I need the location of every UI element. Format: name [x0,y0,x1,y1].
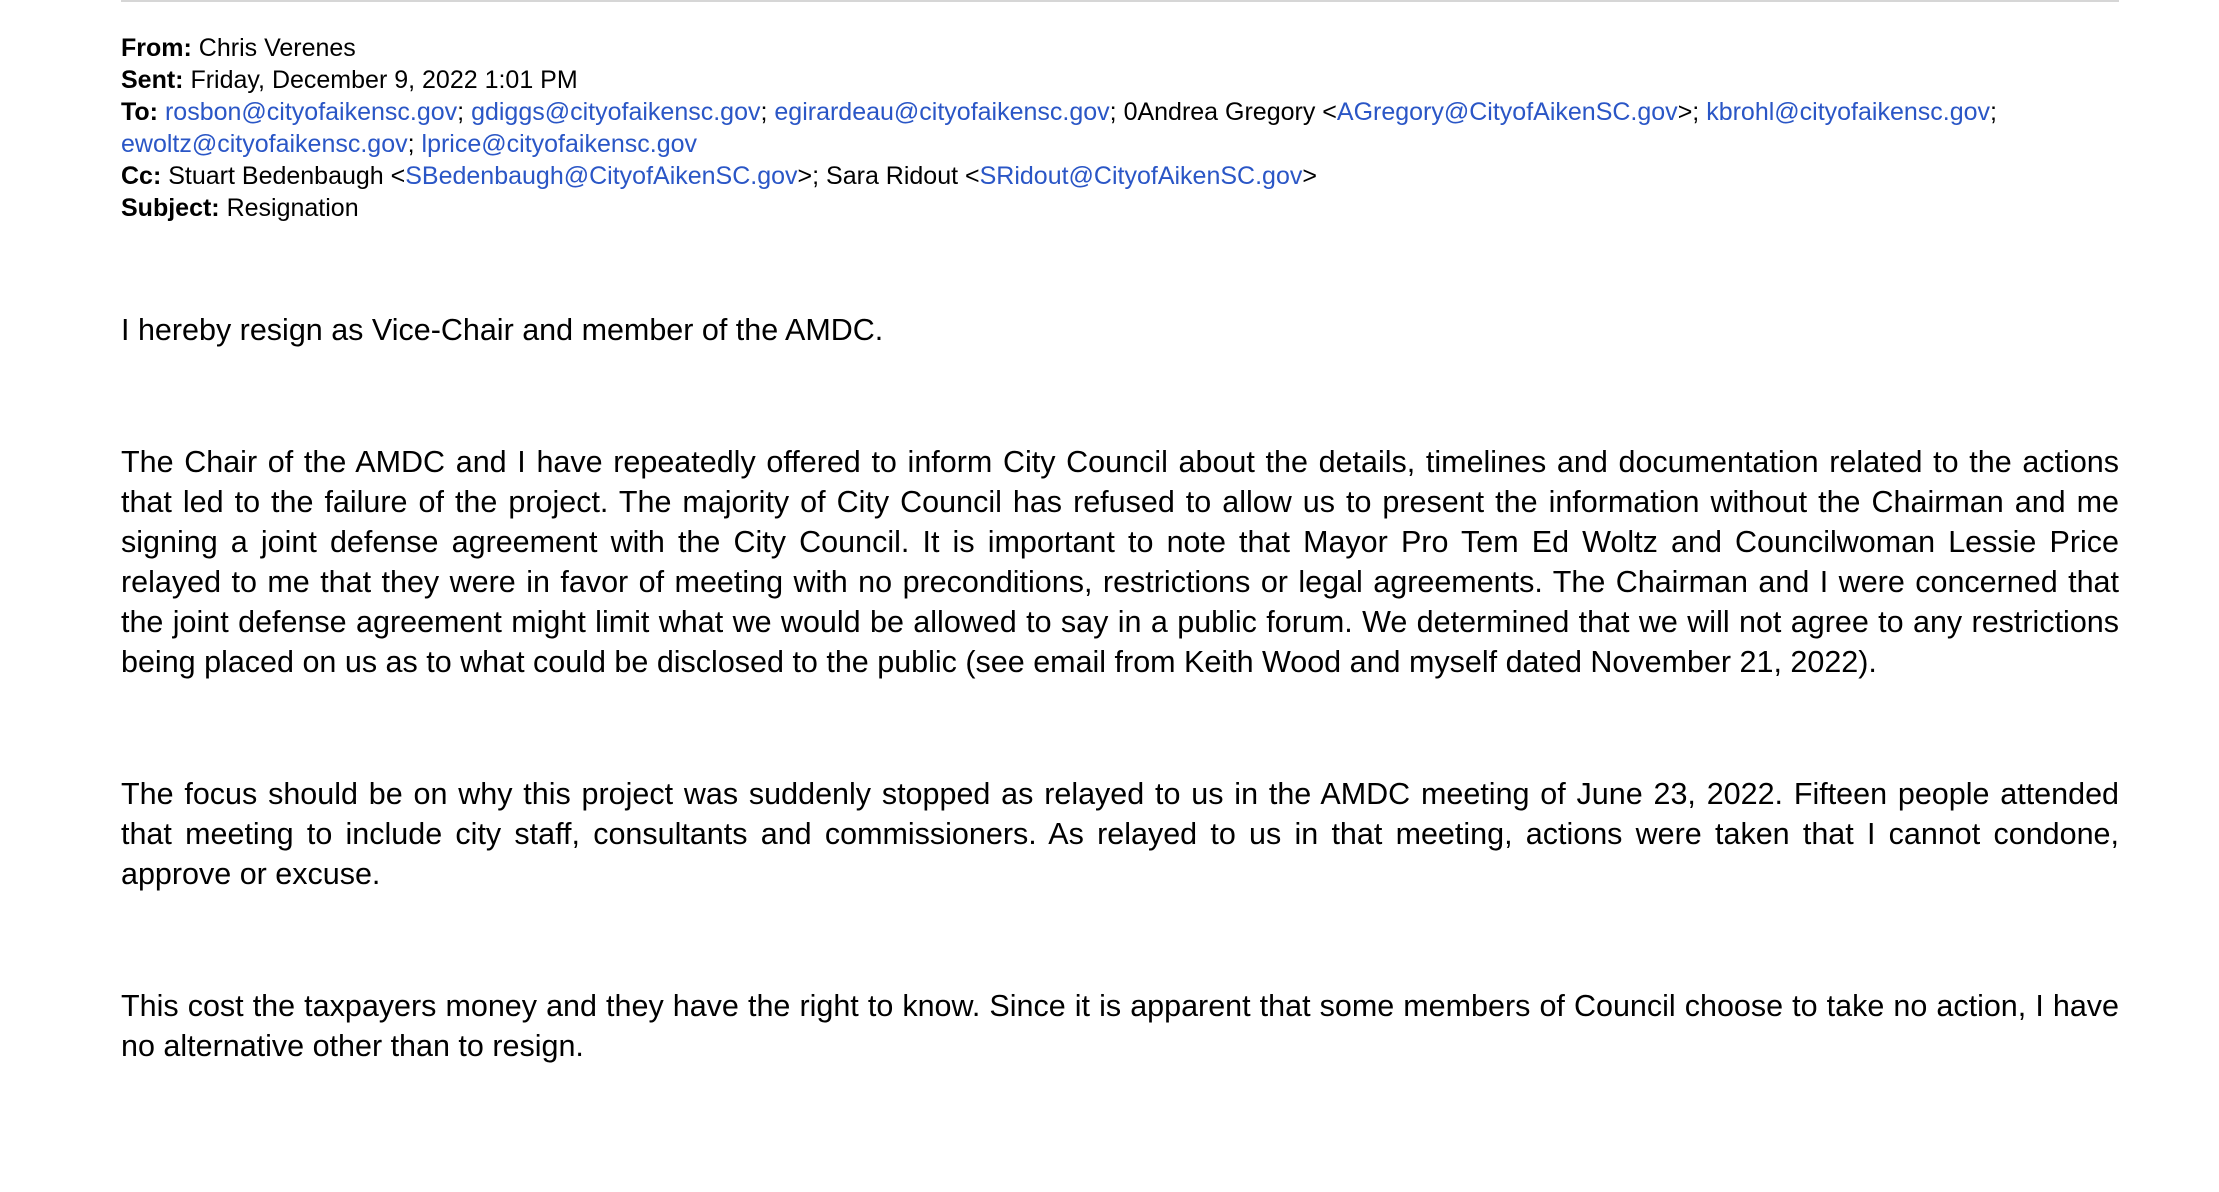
body-paragraph-2: The Chair of the AMDC and I have repeatedly offered to inform City Council about the details, timelines and documentation related to the actions that led to the failure of the project. The majority of City Council has refused to allow us to present the information without the Chairman and me signing a joint defense agreement with the City Council. It is important to note that Mayor Pro Tem Ed Woltz and Councilwoman Lessie Price relayed to me that they were in favor of meeting with no preconditions, restrictions or legal agreements. The Chairman and I were concerned that the joint defense agreement might limit what we would be allowed to say in a public forum. We determined that we will not agree to any restrictions being placed on us as to what could be disclosed to the public (see email from Keith Wood and myself dated November 21, 2022). [121,445,2119,679]
cc-email-link[interactable]: SBedenbaugh@CityofAikenSC.gov [405,162,798,190]
to-label: To: [121,98,159,126]
to-separator: ; [1990,98,1997,126]
cc-label: Cc: [121,162,162,190]
subject-label: Subject: [121,194,220,222]
cc-name: >; Sara Ridout < [797,162,980,190]
from-value: Chris Verenes [198,34,356,62]
to-separator: ; [760,98,775,126]
to-email-link[interactable]: lprice@cityofaikensc.gov [421,130,698,158]
email-header [121,32,2121,224]
to-separator: ; [407,130,422,158]
subject-value: Resignation [226,194,359,222]
from-row [121,32,2121,64]
from-label: From: [121,34,192,62]
cc-row [121,160,2121,192]
to-email-link[interactable]: ewoltz@cityofaikensc.gov [121,130,408,158]
to-row [121,96,2121,160]
body-paragraph-1: I hereby resign as Vice-Chair and member of the AMDC. [121,313,884,347]
email-body [121,310,2119,1066]
to-separator: >; [1677,98,1707,126]
sent-row [121,64,2121,96]
to-email-link[interactable]: rosbon@cityofaikensc.gov [164,98,458,126]
body-paragraph-4: This cost the taxpayers money and they have the right to know. Since it is apparent that some members of Council choose to take no action, I have no alternative other than to resign. [121,989,2119,1063]
to-email-link[interactable]: kbrohl@cityofaikensc.gov [1706,98,1991,126]
cc-email-link[interactable]: SRidout@CityofAikenSC.gov [979,162,1303,190]
sent-value: Friday, December 9, 2022 1:01 PM [190,66,578,94]
body-paragraph-3: The focus should be on why this project was suddenly stopped as relayed to us in the AMDC meeting of June 23, 2022. Fifteen people attended that meeting to include city staff, consultants and commissioners. As relayed to us in that meeting, actions were taken that I cannot condone, approve or excuse. [121,777,2119,891]
cc-end: > [1302,162,1317,190]
top-divider [121,0,2119,2]
subject-row [121,192,2121,224]
sent-label: Sent: [121,66,184,94]
cc-name: Stuart Bedenbaugh < [168,162,406,190]
to-separator: ; 0Andrea Gregory < [1109,98,1337,126]
to-email-link[interactable]: egirardeau@cityofaikensc.gov [774,98,1110,126]
to-email-link[interactable]: AGregory@CityofAikenSC.gov [1336,98,1678,126]
to-email-link[interactable]: gdiggs@cityofaikensc.gov [471,98,761,126]
to-separator: ; [457,98,472,126]
